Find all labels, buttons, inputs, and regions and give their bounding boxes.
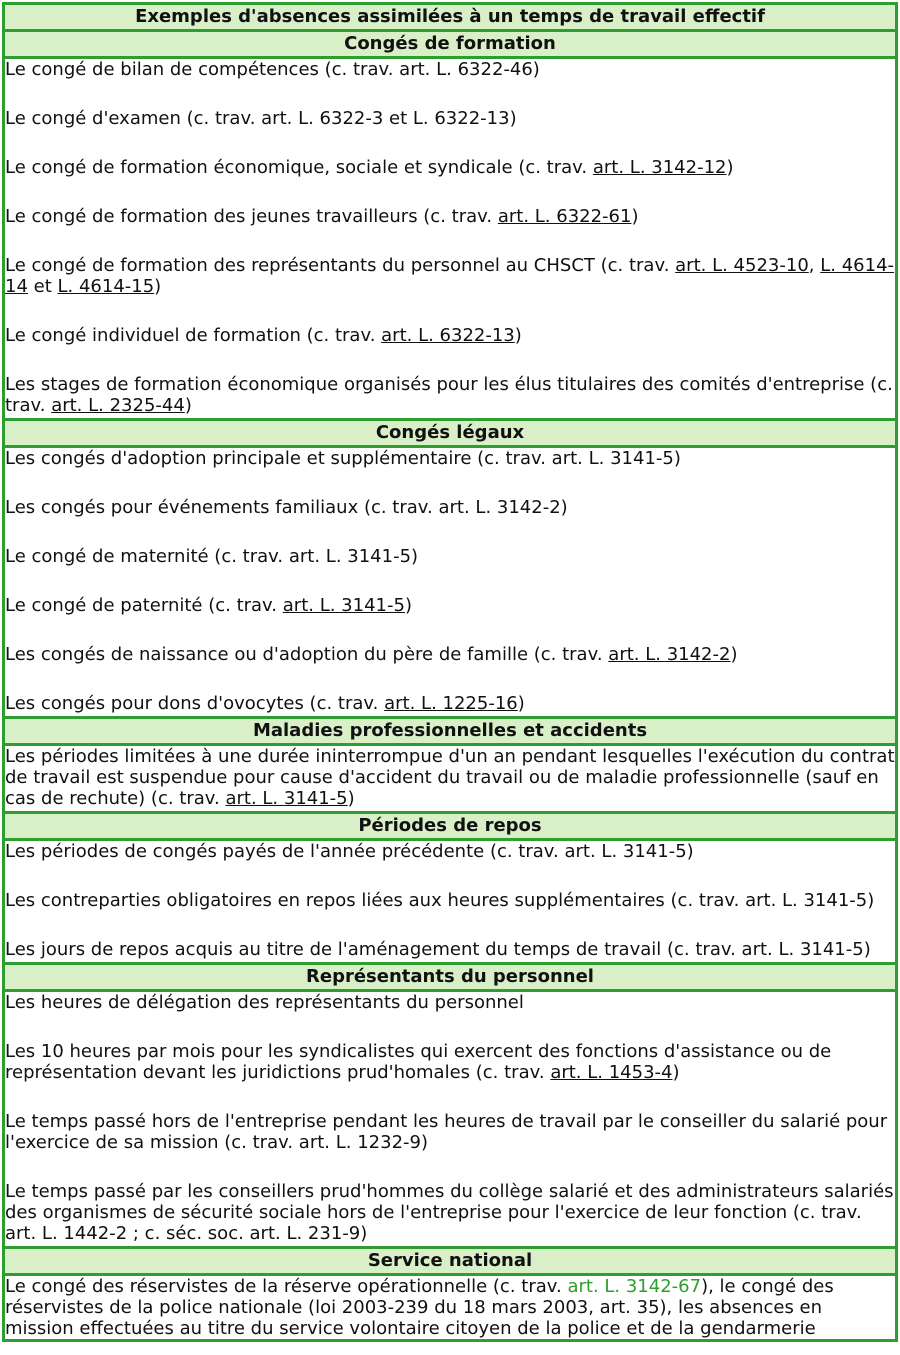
law-article-link[interactable]: art. L. 3142-12 xyxy=(592,157,727,178)
item-text: Le temps passé par les conseillers prud'hommes du collège salarié et des administrateurs salariés des organismes de sécurité sociale hors de l'entreprise pour l'exercice de leur fonction (c. trav. art. L. 1442-2 ; c. séc. soc. art. L. 231-9) xyxy=(5,1181,894,1244)
law-article-link[interactable]: art. L. 3142-67 xyxy=(567,1276,702,1297)
section-heading-periodes-repos: Périodes de repos xyxy=(4,813,897,840)
list-item xyxy=(5,1276,895,1339)
section-heading-conges-legaux: Congés légaux xyxy=(4,420,897,447)
law-article-link[interactable]: art. L. 2325-44 xyxy=(51,395,185,416)
item-text: Les contreparties obligatoires en repos liées aux heures supplémentaires (c. trav. art. L. 3141-5) xyxy=(5,890,875,911)
item-text: Le congé individuel de formation (c. trav. xyxy=(5,325,382,346)
item-text: Les périodes limitées à une durée ininterrompue d'un an pendant lesquelles l'exécution du contrat de travail est suspendue pour cause d'accident du travail ou de maladie professionnelle (sauf en cas de rechute) (c. trav. xyxy=(5,746,895,809)
list-item xyxy=(5,255,895,297)
list-item xyxy=(5,939,895,962)
list-item xyxy=(5,497,895,518)
list-item xyxy=(5,374,895,418)
law-article-link[interactable]: L. 4614-15 xyxy=(57,276,155,297)
law-article-link[interactable]: art. L. 1453-4 xyxy=(550,1062,673,1083)
item-text: ), le congé des réservistes de la police nationale (loi 2003-239 du 18 mars 2003, art. 35), les absences en mission effectuées au titre du service volontaire citoyen de la police et de la gendarmerie xyxy=(5,1276,834,1339)
item-text: Le congé de maternité (c. trav. art. L. 3141-5) xyxy=(5,546,419,567)
list-item xyxy=(5,59,895,80)
law-article-link[interactable]: art. L. 6322-13 xyxy=(381,325,515,346)
item-text: ) xyxy=(347,788,355,809)
item-text: ) xyxy=(517,693,525,714)
item-text: ) xyxy=(730,644,738,665)
item-text: ) xyxy=(154,276,162,297)
section-body-maladies xyxy=(4,745,897,813)
section-body-service-national xyxy=(4,1275,897,1341)
item-text: ) xyxy=(672,1062,680,1083)
item-text: Les congés pour événements familiaux (c. trav. art. L. 3142-2) xyxy=(5,497,568,518)
item-text: Le congé d'examen (c. trav. art. L. 6322-3 et L. 6322-13) xyxy=(5,108,517,129)
list-item xyxy=(5,693,895,716)
item-text: Le congé de paternité (c. trav. xyxy=(5,595,283,616)
list-item xyxy=(5,1111,895,1153)
list-item xyxy=(5,1181,895,1246)
law-article-link[interactable]: art. L. 1225-16 xyxy=(384,693,518,714)
table-title: Exemples d'absences assimilées à un temps de travail effectif xyxy=(4,4,897,31)
law-article-link[interactable]: L. 4614-14 xyxy=(5,255,895,297)
item-text: ) xyxy=(726,157,734,178)
item-text: ) xyxy=(404,595,412,616)
absences-table xyxy=(2,2,898,1342)
list-item xyxy=(5,546,895,567)
law-article-link[interactable]: art. L. 4523-10 xyxy=(675,255,809,276)
list-item xyxy=(5,325,895,346)
item-text: Le congé des réservistes de la réserve opérationnelle (c. trav. xyxy=(5,1276,568,1297)
section-heading-representants: Représentants du personnel xyxy=(4,964,897,991)
item-text: Les jours de repos acquis au titre de l'aménagement du temps de travail (c. trav. art. L. 3141-5) xyxy=(5,939,871,960)
item-text: Les heures de délégation des représentants du personnel xyxy=(5,992,524,1013)
law-article-link[interactable]: art. L. 3141-5 xyxy=(282,595,405,616)
list-item xyxy=(5,841,895,862)
item-text: Les 10 heures par mois pour les syndicalistes qui exercent des fonctions d'assistance ou de représentation devant les juridictions prud'homales (c. trav. xyxy=(5,1041,832,1083)
item-text: Les stages de formation économique organisés pour les élus titulaires des comités d'entreprise (c. trav. xyxy=(5,374,893,416)
law-article-link[interactable]: art. L. 6322-61 xyxy=(497,206,632,227)
item-text: , xyxy=(808,255,821,276)
list-item xyxy=(5,595,895,616)
item-text: Les congés pour dons d'ovocytes (c. trav. xyxy=(5,693,385,714)
list-item xyxy=(5,448,895,469)
section-body-conges-legaux xyxy=(4,447,897,718)
list-item xyxy=(5,644,895,665)
item-text: ) xyxy=(631,206,639,227)
list-item xyxy=(5,108,895,129)
item-text: Les congés d'adoption principale et supplémentaire (c. trav. art. L. 3141-5) xyxy=(5,448,681,469)
section-body-conges-formation xyxy=(4,58,897,420)
list-item xyxy=(5,206,895,227)
item-text: Le temps passé hors de l'entreprise pendant les heures de travail par le conseiller du salarié pour l'exercice de sa mission (c. trav. art. L. 1232-9) xyxy=(5,1111,888,1153)
list-item xyxy=(5,746,895,811)
item-text: Le congé de formation économique, sociale et syndicale (c. trav. xyxy=(5,157,593,178)
section-body-periodes-repos xyxy=(4,840,897,964)
item-text: Le congé de formation des représentants du personnel au CHSCT (c. trav. xyxy=(5,255,676,276)
list-item xyxy=(5,992,895,1013)
law-article-link[interactable]: art. L. 3142-2 xyxy=(608,644,731,665)
section-body-representants xyxy=(4,991,897,1248)
law-article-link[interactable]: art. L. 3141-5 xyxy=(225,788,348,809)
item-text: ) xyxy=(184,395,192,416)
item-text: ) xyxy=(514,325,522,346)
item-text: Le congé de formation des jeunes travailleurs (c. trav. xyxy=(5,206,498,227)
section-heading-maladies: Maladies professionnelles et accidents xyxy=(4,718,897,745)
list-item xyxy=(5,157,895,178)
section-heading-service-national: Service national xyxy=(4,1248,897,1275)
item-text: Le congé de bilan de compétences (c. trav. art. L. 6322-46) xyxy=(5,59,540,80)
item-text: Les périodes de congés payés de l'année précédente (c. trav. art. L. 3141-5) xyxy=(5,841,694,862)
item-text: Les congés de naissance ou d'adoption du père de famille (c. trav. xyxy=(5,644,609,665)
list-item xyxy=(5,890,895,911)
list-item xyxy=(5,1041,895,1083)
section-heading-conges-formation: Congés de formation xyxy=(4,31,897,58)
item-text: et xyxy=(27,276,58,297)
